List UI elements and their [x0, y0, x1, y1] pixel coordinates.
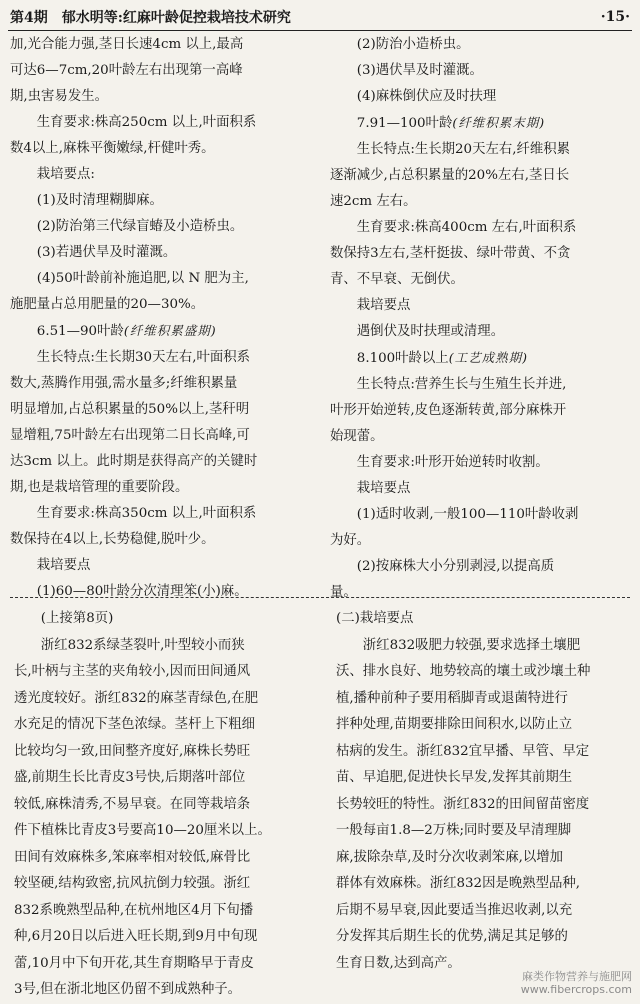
text-line — [330, 372, 630, 398]
line-text: 生育日数,达到高产。 — [336, 955, 461, 971]
line-text: 数保持在4以上,长势稳健,脱叶少。 — [10, 532, 215, 547]
text-line — [14, 898, 320, 925]
text-line — [14, 686, 320, 713]
line-text: 数保持3左右,茎杆挺拔、绿叶带黄、不贪 — [330, 246, 571, 261]
line-text: 件下植株比青皮3号要高10—20厘米以上。 — [14, 823, 271, 838]
line-text: (2)按麻株大小分别剥浸,以提高质 — [356, 559, 555, 574]
line-text: 后期不易早衰,因此要适当推迟收剥,以充 — [336, 902, 573, 918]
line-text: 拌种处理,苗期要排除田间积水,以防止立 — [336, 717, 573, 732]
line-text: 叶形开始逆转,皮色逐渐转黄,部分麻株开 — [330, 403, 567, 418]
text-line — [10, 214, 316, 240]
section-subtitle: (纤维积累末期) — [452, 115, 546, 130]
line-text: 栽培要点 — [356, 298, 411, 313]
text-line — [10, 32, 316, 58]
line-text: 生育要求:株高250cm 以上,叶面积系 — [36, 115, 257, 130]
text-line — [330, 163, 630, 189]
text-line — [10, 292, 316, 318]
line-text: 逐渐减少,占总积累量的20%左右,茎日长 — [330, 168, 570, 183]
text-line — [330, 528, 630, 554]
page-number: ·15· — [600, 9, 630, 25]
line-text: (4)麻株倒伏应及时扶理 — [356, 89, 497, 104]
text-line — [330, 580, 630, 606]
text-line — [14, 924, 320, 951]
line-text: 群体有效麻株。浙红832因是晚熟型品种, — [336, 876, 581, 891]
text-line — [330, 293, 630, 319]
text-line — [330, 345, 630, 372]
line-text: 数4以上,麻株平衡嫩绿,杆健叶秀。 — [10, 141, 215, 156]
text-line — [336, 765, 632, 792]
running-title: 郁水明等:红麻叶龄促控栽培技术研究 — [61, 10, 291, 26]
line-text: 生长特点:营养生长与生殖生长并进, — [356, 377, 567, 392]
line-text: 苗、早追肥,促进快长早发,发挥其前期生 — [336, 770, 573, 785]
line-text: 长,叶柄与主茎的夹角较小,因而田间通风 — [14, 664, 251, 679]
bottom-left-column — [14, 606, 320, 1004]
text-line — [14, 606, 320, 633]
line-text: 浙红832系绿茎裂叶,叶型较小而狭 — [40, 637, 245, 653]
text-line — [14, 818, 320, 845]
text-line — [336, 898, 632, 925]
text-line — [330, 450, 630, 476]
text-line — [336, 686, 632, 713]
text-line — [10, 110, 316, 136]
line-text: 可达6—7cm,20叶龄左右出现第一高峰 — [10, 63, 243, 78]
line-text: 栽培要点: — [36, 167, 95, 182]
text-line — [14, 712, 320, 739]
text-line — [330, 215, 630, 241]
text-line — [10, 501, 316, 527]
text-line — [10, 345, 316, 371]
line-text: (4)50叶龄前补施追肥,以 N 肥为主, — [36, 271, 249, 286]
line-text: 植,播种前种子要用稻脚青或退菌特进行 — [336, 690, 568, 706]
line-text: 数大,蒸腾作用强,需水量多;纤维积累量 — [10, 376, 238, 391]
text-line — [10, 318, 316, 345]
section-subtitle: (纤维积累盛期) — [123, 323, 217, 338]
top-left-column — [10, 32, 316, 605]
text-line — [330, 32, 630, 58]
line-text: 3号,但在浙北地区仍留不到成熟种子。 — [14, 982, 242, 997]
line-text: 较坚硬,结构致密,抗风抗倒力较强。浙红 — [14, 876, 251, 891]
text-line — [330, 476, 630, 502]
text-line — [330, 84, 630, 110]
text-line — [10, 58, 316, 84]
site-watermark — [521, 970, 632, 996]
bottom-right-column — [336, 606, 632, 977]
line-text: 期,也是栽培管理的重要阶段。 — [10, 480, 189, 495]
text-line — [330, 319, 630, 345]
text-line — [10, 397, 316, 423]
text-line — [336, 739, 632, 766]
text-line — [10, 553, 316, 579]
text-line — [336, 659, 632, 686]
watermark-line-1: 麻类作物营养与施肥网 — [522, 970, 632, 983]
line-text: 施肥量占总用肥量的20—30%。 — [10, 297, 205, 312]
line-text: 为好。 — [330, 533, 371, 548]
line-text: 明显增加,占总积累量的50%以上,茎秆明 — [10, 402, 250, 417]
text-line — [336, 871, 632, 898]
text-line — [330, 424, 630, 450]
text-line — [336, 792, 632, 819]
line-text: 832系晚熟型品种,在杭州地区4月下旬播 — [14, 902, 254, 918]
text-line — [330, 398, 630, 424]
page-header — [10, 6, 630, 28]
line-text: 显增粗,75叶龄左右出现第二日长高峰,可 — [10, 428, 250, 443]
line-text: 水充足的情况下茎色浓绿。茎杆上下粗细 — [14, 717, 256, 732]
text-line — [330, 137, 630, 163]
line-text: 生育要求:株高400cm 左右,叶面积系 — [356, 220, 577, 235]
line-text: (1)60—80叶龄分次清理笨(小)麻。 — [36, 584, 248, 599]
text-line — [336, 924, 632, 951]
line-text: 期,虫害易发生。 — [10, 89, 108, 104]
line-text: 7.91—100叶龄 — [356, 116, 453, 131]
text-line — [10, 423, 316, 449]
text-line — [10, 527, 316, 553]
line-text: 比较均匀一致,田间整齐度好,麻株长势旺 — [14, 743, 251, 759]
text-line — [336, 712, 632, 739]
line-text: 田间有效麻株多,笨麻率相对较低,麻骨比 — [14, 849, 251, 865]
line-text: 种,6月20日以后进入旺长期,到9月中旬现 — [14, 929, 258, 944]
text-line — [14, 633, 320, 660]
line-text: 栽培要点 — [36, 558, 91, 573]
text-line — [14, 871, 320, 898]
watermark-line-2: www.fibercrops.com — [520, 983, 632, 996]
text-line — [336, 845, 632, 872]
text-line — [10, 579, 316, 605]
line-text: 沃、排水良好、地势较高的壤土或沙壤土种 — [336, 664, 591, 679]
line-text: 分发挥其后期生长的优势,满足其足够的 — [336, 929, 568, 944]
line-text: 遇倒伏及时扶理或清理。 — [356, 324, 505, 339]
text-line — [14, 792, 320, 819]
text-line — [10, 240, 316, 266]
line-text: 麻,拔除杂草,及时分次收剥笨麻,以增加 — [336, 849, 564, 865]
text-line — [10, 266, 316, 292]
text-line — [10, 371, 316, 397]
text-line — [10, 475, 316, 501]
line-text: (3)若遇伏旱及时灌溉。 — [36, 245, 177, 260]
line-text: 较低,麻株清秀,不易早衰。在同等栽培条 — [14, 796, 251, 812]
text-line — [10, 162, 316, 188]
section-subtitle: (工艺成熟期) — [448, 350, 528, 365]
line-text: (1)及时清理糊脚麻。 — [36, 193, 163, 208]
line-text: 生长特点:生长期20天左右,纤维积累 — [356, 142, 571, 157]
line-text: 浙红832吸肥力较强,要求选择土壤肥 — [362, 637, 581, 653]
line-text: (1)适时收剥,一般100—110叶龄收剥 — [356, 507, 579, 522]
text-line — [336, 818, 632, 845]
line-text: 长势较旺的特性。浙红832的田间留苗密度 — [336, 796, 590, 812]
text-line — [10, 449, 316, 475]
text-line — [10, 136, 316, 162]
line-text: 盛,前期生长比青皮3号快,后期落叶部位 — [14, 770, 246, 785]
text-line — [330, 58, 630, 84]
line-text: 6.51—90叶龄 — [36, 324, 124, 339]
text-line — [330, 267, 630, 293]
header-rule — [8, 30, 632, 31]
line-text: 生长特点:生长期30天左右,叶面积系 — [36, 350, 251, 365]
text-line — [14, 845, 320, 872]
line-text: 蕾,10月中下旬开花,其生育期略早于青皮 — [14, 955, 254, 971]
line-text: 生育要求:株高350cm 以上,叶面积系 — [36, 506, 257, 521]
line-text: 达3cm 以上。此时期是获得高产的关键时 — [10, 454, 258, 469]
line-text: 一般每亩1.8—2万株;同时要及早清理脚 — [336, 823, 572, 838]
line-text: 加,光合能力强,茎日长速4cm 以上,最高 — [10, 37, 244, 52]
line-text: (2)防治小造桥虫。 — [356, 37, 470, 52]
text-line — [330, 189, 630, 215]
line-text: (上接第8页) — [40, 611, 114, 626]
section-divider — [10, 597, 630, 598]
text-line — [14, 765, 320, 792]
text-line — [336, 606, 632, 633]
line-text: (3)遇伏旱及时灌溉。 — [356, 63, 483, 78]
line-text: (2)防治第三代绿盲蝽及小造桥虫。 — [36, 219, 244, 234]
line-text: 生育要求:叶形开始逆转时收割。 — [356, 455, 549, 470]
line-text: 8.100叶龄以上 — [356, 351, 449, 366]
text-line — [10, 188, 316, 214]
line-text: 枯病的发生。浙红832宜早播、早管、早定 — [336, 743, 590, 759]
text-line — [14, 951, 320, 978]
issue-number: 第4期 — [10, 10, 48, 26]
text-line — [14, 739, 320, 766]
text-line — [330, 502, 630, 528]
line-text: 始现蕾。 — [330, 429, 384, 444]
text-line — [336, 633, 632, 660]
line-text: 栽培要点 — [356, 481, 411, 496]
line-text: 透光度较好。浙红832的麻茎青绿色,在肥 — [14, 690, 259, 706]
line-text: 量。 — [330, 585, 357, 600]
line-text: 青、不早衰、无倒伏。 — [330, 272, 464, 287]
top-right-column — [330, 32, 630, 606]
text-line — [330, 241, 630, 267]
line-text: 速2cm 左右。 — [330, 194, 417, 209]
text-line — [10, 84, 316, 110]
text-line — [330, 110, 630, 137]
line-text: (二)栽培要点 — [336, 611, 414, 626]
text-line — [330, 554, 630, 580]
text-line — [14, 659, 320, 686]
